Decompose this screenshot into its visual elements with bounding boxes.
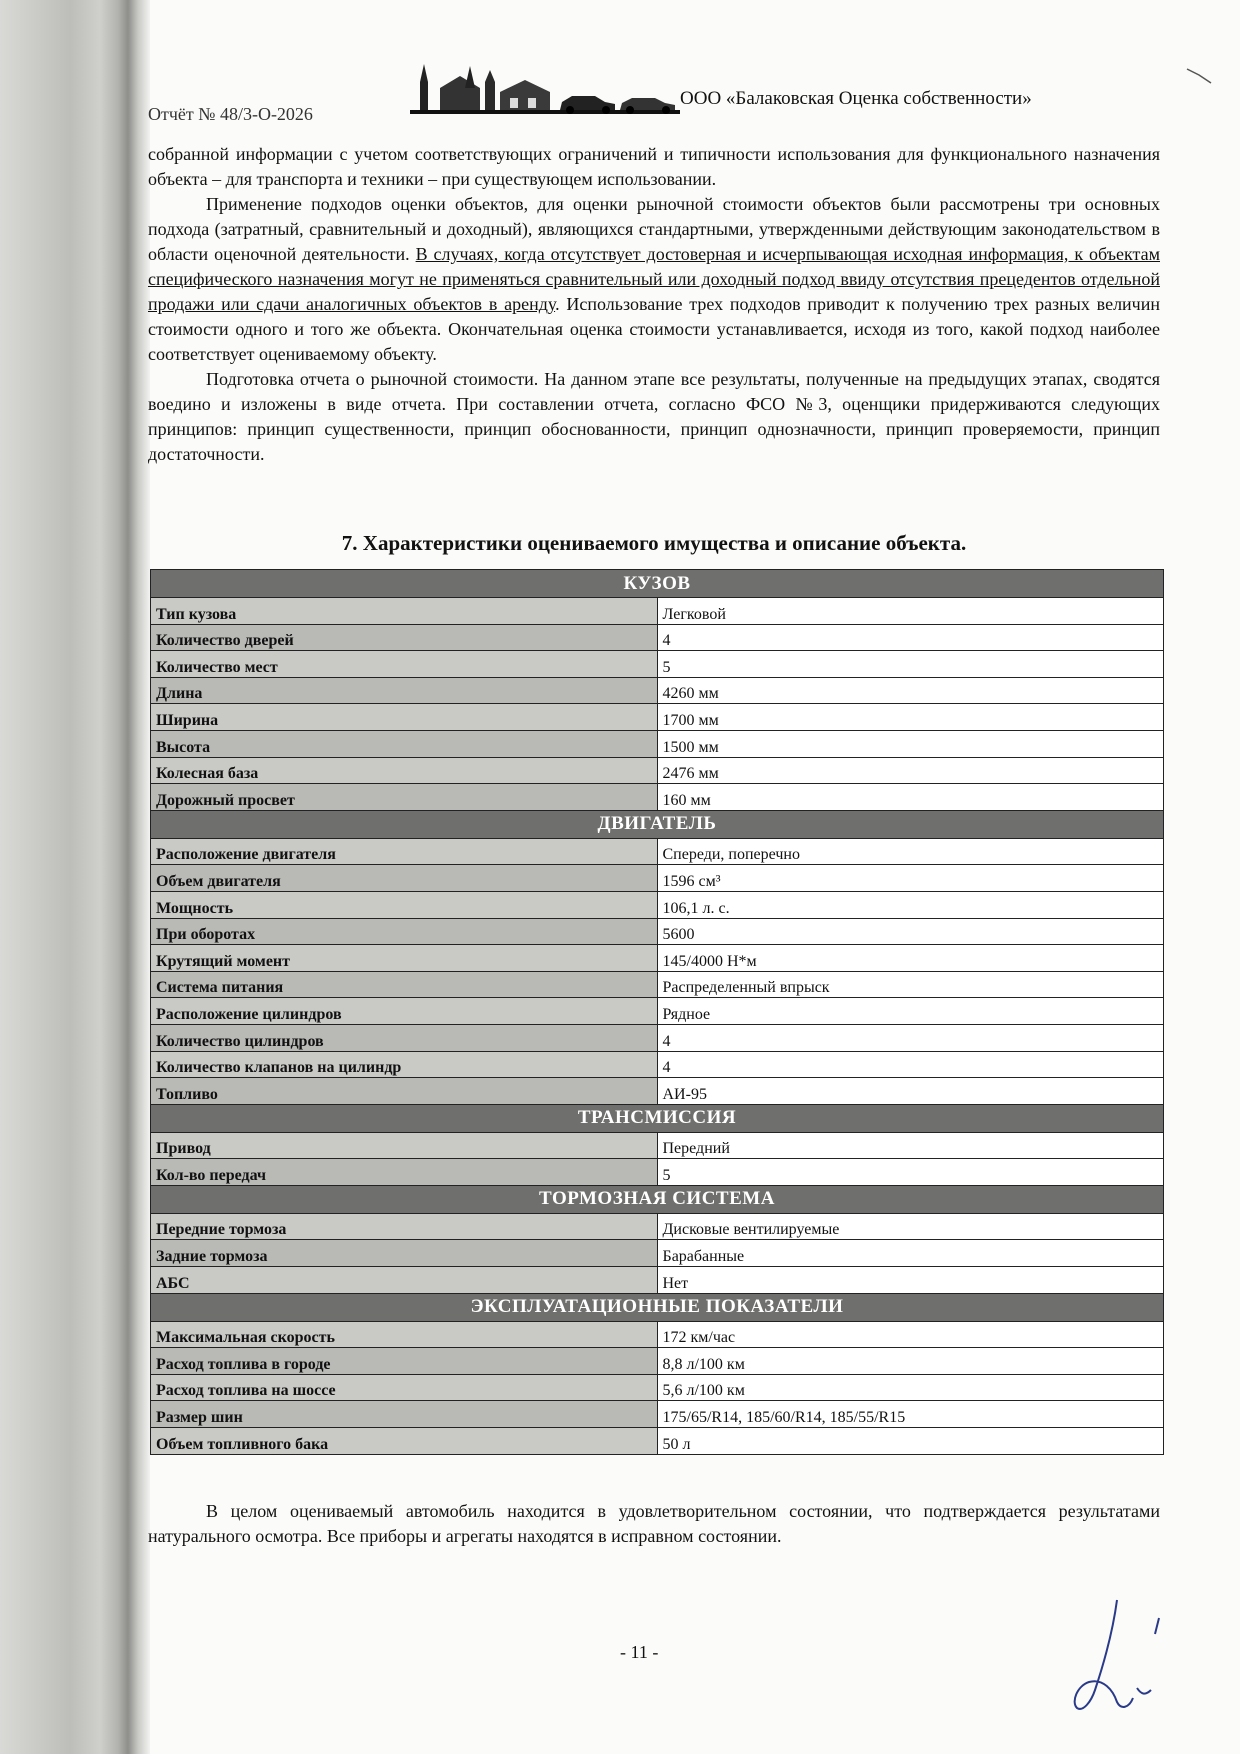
spec-key: Высота: [151, 730, 658, 757]
spec-value: 175/65/R14, 185/60/R14, 185/55/R15: [657, 1401, 1164, 1428]
company-name: ООО «Балаковская Оценка собственности»: [680, 88, 1032, 109]
table-row: [151, 651, 1164, 678]
spec-value: 5,6 л/100 км: [657, 1374, 1164, 1401]
spec-key: Передние тормоза: [151, 1213, 658, 1240]
table-row: [151, 891, 1164, 918]
spec-value: 145/4000 Н*м: [657, 945, 1164, 972]
company-logo-icon: [410, 52, 680, 120]
spec-key: Расположение двигателя: [151, 838, 658, 865]
spec-value: 2476 мм: [657, 757, 1164, 784]
table-row: [151, 1401, 1164, 1428]
table-row: [151, 1240, 1164, 1267]
conclusion-paragraph: В целом оцениваемый автомобиль находится в удовлетворительном состоянии, что подтверждается результатами натурального осмотра. Все приборы и агрегаты находятся в исправном состоянии.: [148, 1501, 1160, 1546]
table-row: [151, 730, 1164, 757]
intro-paragraph-1: собранной информации с учетом соответствующих ограничений и типичности использования для функционального назначения объекта – для транспорта и техники – при существующем использовании.: [148, 144, 1160, 189]
spec-key: Размер шин: [151, 1401, 658, 1428]
table-row: [151, 598, 1164, 625]
table-row: [151, 1159, 1164, 1186]
spec-key: Тип кузова: [151, 598, 658, 625]
intro-paragraph-3: Подготовка отчета о рыночной стоимости. На данном этапе все результаты, полученные на предыдущих этапах, сводятся воедино и изложены в виде отчета. При составлении отчета, согласно ФСО №3, оценщики придерживаются следующих принципов: принцип существенности, принцип обоснованности, принцип однозначности, принцип проверяемости, принцип достаточности.: [148, 369, 1160, 464]
spec-key: Количество цилиндров: [151, 1024, 658, 1051]
table-row: [151, 1024, 1164, 1051]
section-heading: 7. Характеристики оцениваемого имущества и описание объекта.: [341, 531, 967, 555]
spec-section-transmission: [151, 1104, 1164, 1132]
report-number: Отчёт № 48/3-О-2026: [148, 104, 313, 124]
spec-key: Кол-во передач: [151, 1159, 658, 1186]
spec-section-engine: [151, 810, 1164, 838]
spec-section-title: КУЗОВ: [151, 570, 1164, 598]
table-row: [151, 677, 1164, 704]
spec-value: 4: [657, 624, 1164, 651]
intro-paragraph-2-end: . Использование трех подходов приводит к получению трех разных величин стоимости одного и того же объекта. Окончательная оценка стоимости устанавливается, исходя из того, какой подход наиболее соответствует оцениваемому объекту.: [148, 294, 1160, 364]
spec-value: 5600: [657, 918, 1164, 945]
table-row: [151, 998, 1164, 1025]
intro-paragraph-2-start: Применение подходов оценки объектов, для оценки рыночной стоимости объектов были рассмотрены три основных подхода (затратный, сравнительный и доходный), являющихся стандартными, утвержденными действующим законодательством в области оценочной деятельности.: [148, 194, 1160, 264]
table-row: [151, 1348, 1164, 1375]
table-row: [151, 704, 1164, 731]
page-number: - 11 -: [620, 1642, 659, 1662]
spec-key: Максимальная скорость: [151, 1321, 658, 1348]
spec-value: 172 км/час: [657, 1321, 1164, 1348]
spec-section-body: [151, 570, 1164, 598]
table-row: [151, 1374, 1164, 1401]
spec-value: 5: [657, 651, 1164, 678]
spec-value: 160 мм: [657, 784, 1164, 811]
spec-value: Передний: [657, 1132, 1164, 1159]
table-row: [151, 945, 1164, 972]
spec-section-title: ТОРМОЗНАЯ СИСТЕМА: [151, 1185, 1164, 1213]
spec-key: Объем топливного бака: [151, 1428, 658, 1455]
spec-key: АБС: [151, 1267, 658, 1294]
spec-value: 106,1 л. с.: [657, 891, 1164, 918]
spec-value: 8,8 л/100 км: [657, 1348, 1164, 1375]
scan-mark-icon: [1185, 65, 1215, 85]
spec-value: 1500 мм: [657, 730, 1164, 757]
spec-value: 4: [657, 1051, 1164, 1078]
spec-key: Крутящий момент: [151, 945, 658, 972]
spec-key: Задние тормоза: [151, 1240, 658, 1267]
table-row: [151, 1267, 1164, 1294]
spec-key: Топливо: [151, 1078, 658, 1105]
spec-section-performance: [151, 1293, 1164, 1321]
spec-value: 4: [657, 1024, 1164, 1051]
table-row: [151, 918, 1164, 945]
table-row: [151, 1428, 1164, 1455]
spec-section-title: ТРАНСМИССИЯ: [151, 1104, 1164, 1132]
spec-value: Легковой: [657, 598, 1164, 625]
spec-key: Система питания: [151, 971, 658, 998]
spec-value: Нет: [657, 1267, 1164, 1294]
spec-value: Дисковые вентилируемые: [657, 1213, 1164, 1240]
table-row: [151, 1051, 1164, 1078]
spec-value: 1700 мм: [657, 704, 1164, 731]
table-row: [151, 757, 1164, 784]
spec-key: Количество мест: [151, 651, 658, 678]
signature-icon: [1055, 1590, 1175, 1720]
spec-value: 1596 см³: [657, 865, 1164, 892]
spec-key: Объем двигателя: [151, 865, 658, 892]
table-row: [151, 784, 1164, 811]
table-row: [151, 624, 1164, 651]
spec-value: Спереди, поперечно: [657, 838, 1164, 865]
spec-key: Мощность: [151, 891, 658, 918]
spec-value: АИ-95: [657, 1078, 1164, 1105]
conclusion-text: [148, 1499, 1160, 1549]
table-row: [151, 1078, 1164, 1105]
spec-value: Рядное: [657, 998, 1164, 1025]
spec-key: Расход топлива на шоссе: [151, 1374, 658, 1401]
table-row: [151, 1213, 1164, 1240]
spec-value: Барабанные: [657, 1240, 1164, 1267]
spec-key: Ширина: [151, 704, 658, 731]
spec-key: Привод: [151, 1132, 658, 1159]
spec-key: При оборотах: [151, 918, 658, 945]
spec-key: Расход топлива в городе: [151, 1348, 658, 1375]
spec-key: Количество клапанов на цилиндр: [151, 1051, 658, 1078]
spec-section-brakes: [151, 1185, 1164, 1213]
spec-value: 50 л: [657, 1428, 1164, 1455]
spec-key: Расположение цилиндров: [151, 998, 658, 1025]
table-row: [151, 865, 1164, 892]
spec-key: Количество дверей: [151, 624, 658, 651]
spec-key: Длина: [151, 677, 658, 704]
intro-text: [148, 142, 1160, 467]
spec-value: Распределенный впрыск: [657, 971, 1164, 998]
spec-section-title: ЭКСПЛУАТАЦИОННЫЕ ПОКАЗАТЕЛИ: [151, 1293, 1164, 1321]
intro-paragraph-2: [148, 192, 1160, 367]
table-row: [151, 971, 1164, 998]
intro-paragraph-2-underlined: В случаях, когда отсутствует достоверная и исчерпывающая исходная информация, к объектам специфического назначения могут не применяться сравнительный или доходный подход ввиду отсутствия прецедентов отдельной продажи или сдачи аналогичных объектов в аренду: [148, 244, 1160, 314]
table-row: [151, 1321, 1164, 1348]
spec-value: 4260 мм: [657, 677, 1164, 704]
spec-section-title: ДВИГАТЕЛЬ: [151, 810, 1164, 838]
table-row: [151, 838, 1164, 865]
spec-key: Колесная база: [151, 757, 658, 784]
vehicle-spec-table: [150, 569, 1164, 1455]
table-row: [151, 1132, 1164, 1159]
spec-key: Дорожный просвет: [151, 784, 658, 811]
spec-value: 5: [657, 1159, 1164, 1186]
